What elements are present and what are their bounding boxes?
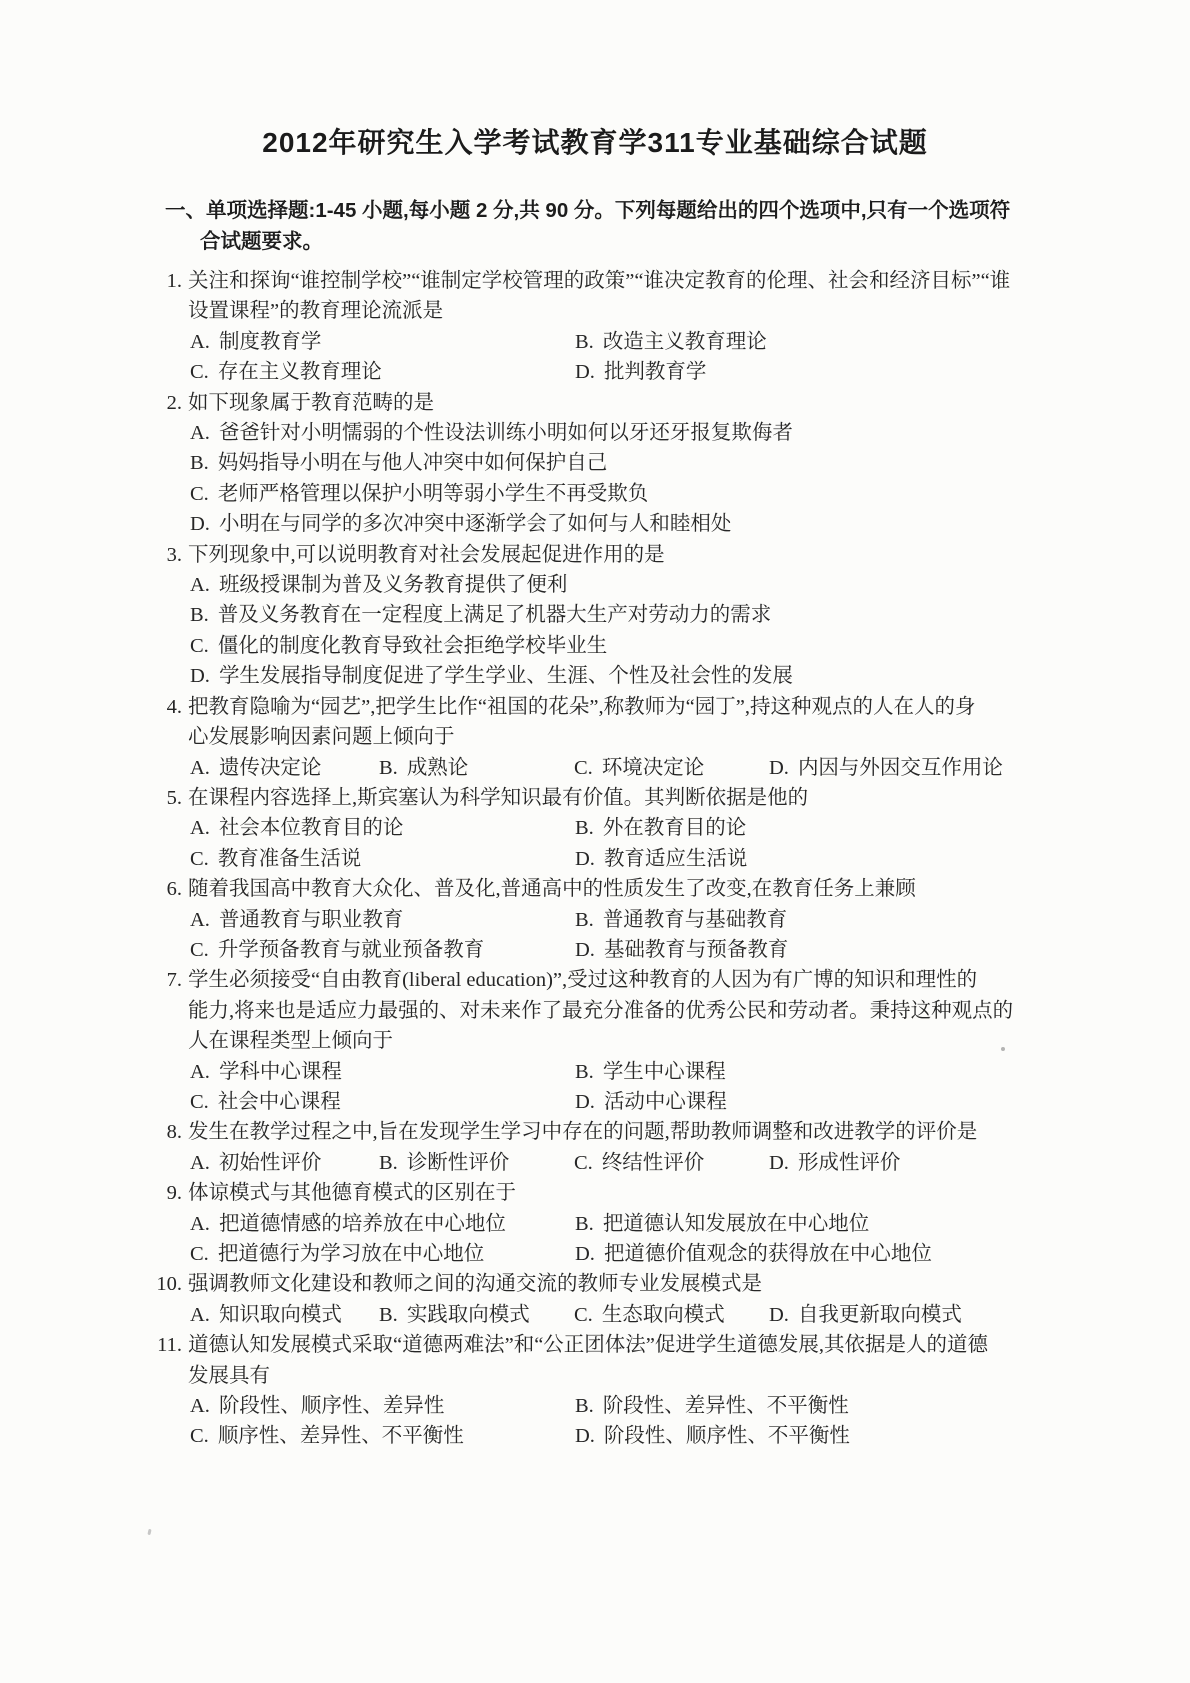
option-label: B. — [575, 817, 594, 840]
option-a — [190, 813, 575, 843]
question-stem-line — [145, 996, 1135, 1026]
question-number: 8. — [166, 1121, 182, 1144]
section-heading-line: 合试题要求。 — [200, 230, 323, 253]
option-label: D. — [190, 665, 210, 688]
option-c — [574, 1300, 769, 1330]
question-8 — [145, 1117, 1135, 1178]
question-number: 1. — [166, 270, 182, 292]
option-d — [575, 1239, 1135, 1269]
options-group — [145, 1391, 1135, 1452]
option-text: 成熟论 — [406, 756, 469, 779]
scan-speck — [1001, 1047, 1005, 1051]
option-c — [574, 753, 769, 783]
option-c — [190, 935, 575, 965]
question-stem-text: 学生必须接受“自由教育(liberal education)”,受过这种教育的人因为有广博的知识和理性的 — [188, 969, 978, 992]
question-1 — [145, 266, 1135, 388]
option-label: A. — [190, 756, 210, 779]
option-text: 把道德认知发展放在中心地位 — [602, 1212, 870, 1235]
option-label: A. — [190, 817, 210, 840]
option-label: C. — [574, 1303, 593, 1326]
option-b — [190, 448, 1135, 478]
option-a — [190, 1057, 575, 1087]
option-label: C. — [190, 847, 209, 870]
option-text: 把道德行为学习放在中心地位 — [217, 1243, 485, 1265]
question-number: 10. — [156, 1273, 182, 1296]
option-text: 小明在与同学的多次冲突中逐渐学会了如何与人和睦相处 — [218, 513, 732, 536]
option-text: 知识取向模式 — [218, 1303, 342, 1326]
option-text: 妈妈指导小明在与他人冲突中如何保护自己 — [217, 452, 608, 475]
option-label: C. — [190, 938, 209, 961]
option-text: 学科中心课程 — [218, 1060, 342, 1083]
option-d — [575, 844, 1135, 874]
option-label: B. — [379, 756, 398, 779]
question-10 — [145, 1269, 1135, 1330]
option-b — [379, 1300, 574, 1330]
option-c — [190, 357, 575, 387]
question-5 — [145, 783, 1135, 874]
option-label: D. — [575, 847, 595, 870]
question-stem-text: 人在课程类型上倾向于 — [188, 1030, 393, 1053]
question-list — [145, 266, 1135, 1452]
question-stem-text: 道德认知发展模式采取“道德两难法”和“公正团体法”促进学生道德发展,其依据是人的道德 — [188, 1334, 989, 1357]
option-b — [379, 1148, 574, 1178]
option-text: 教育准备生活说 — [217, 847, 362, 870]
option-text: 爸爸针对小明懦弱的个性设法训练小明如何以牙还牙报复欺侮者 — [218, 422, 793, 445]
option-label: B. — [575, 330, 594, 353]
question-number: 11. — [157, 1334, 182, 1357]
options-group — [145, 1209, 1135, 1270]
question-stem-line — [145, 266, 1135, 296]
option-d — [575, 1421, 1135, 1451]
option-text: 社会中心课程 — [217, 1090, 341, 1113]
option-label: C. — [190, 361, 209, 384]
option-label: A. — [190, 330, 210, 353]
question-stem-text: 设置课程”的教育理论流派是 — [188, 300, 444, 323]
question-stem-line — [145, 1269, 1135, 1299]
option-d — [190, 661, 1135, 691]
question-stem-text: 如下现象属于教育范畴的是 — [188, 391, 434, 414]
option-label: C. — [190, 482, 209, 505]
question-number: 9. — [166, 1182, 182, 1205]
option-a — [190, 1209, 575, 1239]
option-text: 改造主义教育理论 — [602, 330, 767, 353]
option-label: A. — [190, 1395, 210, 1418]
option-a — [190, 327, 575, 357]
option-b — [575, 905, 1135, 935]
option-text: 老师严格管理以保护小明等弱小学生不再受欺负 — [217, 482, 649, 505]
option-text: 诊断性评价 — [406, 1151, 510, 1174]
question-stem-text: 关注和探询“谁控制学校”“谁制定学校管理的政策”“谁决定教育的伦理、社会和经济目标”“谁 — [188, 270, 1011, 292]
option-label: D. — [769, 1303, 789, 1326]
option-text: 普通教育与基础教育 — [602, 908, 788, 931]
option-label: B. — [575, 908, 594, 931]
question-stem-line — [145, 692, 1135, 722]
question-stem-line — [145, 388, 1135, 418]
option-label: D. — [575, 1090, 595, 1113]
option-text: 班级授课制为普及义务教育提供了便利 — [218, 574, 568, 597]
option-d — [575, 935, 1135, 965]
options-group — [145, 905, 1135, 966]
option-label: B. — [190, 452, 209, 475]
option-label: D. — [769, 756, 789, 779]
option-text: 升学预备教育与就业预备教育 — [217, 938, 485, 961]
option-label: B. — [575, 1212, 594, 1235]
option-label: C. — [574, 1151, 593, 1174]
option-text: 把道德价值观念的获得放在中心地位 — [603, 1243, 932, 1265]
question-number: 2. — [166, 391, 182, 414]
option-text: 基础教育与预备教育 — [603, 938, 789, 961]
option-label: A. — [190, 1151, 210, 1174]
option-b — [575, 1057, 1135, 1087]
option-c — [574, 1148, 769, 1178]
option-label: B. — [575, 1060, 594, 1083]
question-stem-line — [145, 783, 1135, 813]
question-6 — [145, 874, 1135, 965]
option-text: 顺序性、差异性、不平衡性 — [217, 1425, 464, 1448]
option-a — [190, 753, 379, 783]
question-stem-text: 随着我国高中教育大众化、普及化,普通高中的性质发生了改变,在教育任务上兼顾 — [188, 878, 916, 901]
question-number: 5. — [166, 786, 182, 809]
question-stem-line — [145, 296, 1135, 326]
option-text: 僵化的制度化教育导致社会拒绝学校毕业生 — [217, 634, 608, 657]
option-label: A. — [190, 1303, 210, 1326]
option-label: C. — [190, 1090, 209, 1113]
option-d — [575, 1087, 1135, 1117]
option-label: B. — [379, 1151, 398, 1174]
option-label: A. — [190, 1212, 210, 1235]
question-9 — [145, 1178, 1135, 1269]
option-text: 环境决定论 — [601, 756, 705, 779]
option-text: 学生发展指导制度促进了学生学业、生涯、个性及社会性的发展 — [218, 665, 793, 688]
question-stem-line — [145, 1178, 1135, 1208]
question-stem-line — [145, 1117, 1135, 1147]
option-b — [575, 1391, 1135, 1421]
question-4 — [145, 692, 1135, 783]
question-stem-text: 心发展影响因素问题上倾向于 — [188, 726, 455, 749]
question-stem-text: 发展具有 — [188, 1364, 270, 1387]
option-text: 自我更新取向模式 — [797, 1303, 962, 1326]
section-heading-line: 一、单项选择题:1-45 小题,每小题 2 分,共 90 分。下列每题给出的四个选项中,只有一个选项符 — [165, 199, 1011, 222]
option-text: 制度教育学 — [218, 330, 322, 353]
option-label: B. — [190, 604, 209, 627]
option-label: A. — [190, 422, 210, 445]
options-group — [145, 570, 1135, 692]
option-label: C. — [190, 1425, 209, 1448]
question-stem-line — [145, 722, 1135, 752]
option-label: B. — [379, 1303, 398, 1326]
option-d — [769, 1300, 1135, 1330]
option-d — [769, 753, 1135, 783]
options-group — [145, 753, 1135, 783]
option-text: 遗传决定论 — [218, 756, 322, 779]
option-c — [190, 1421, 575, 1451]
option-a — [190, 418, 1135, 448]
option-b — [575, 327, 1135, 357]
question-2 — [145, 388, 1135, 540]
option-text: 把道德情感的培养放在中心地位 — [218, 1212, 506, 1235]
option-text: 普通教育与职业教育 — [218, 908, 404, 931]
option-label: A. — [190, 574, 210, 597]
option-text: 学生中心课程 — [602, 1060, 726, 1083]
question-number: 6. — [166, 878, 182, 901]
option-c — [190, 1087, 575, 1117]
option-label: D. — [769, 1151, 789, 1174]
option-label: C. — [190, 634, 209, 657]
question-stem-line — [145, 540, 1135, 570]
question-number: 3. — [166, 543, 182, 566]
question-11 — [145, 1330, 1135, 1452]
option-label: C. — [574, 756, 593, 779]
question-number: 4. — [166, 695, 182, 718]
options-group — [145, 813, 1135, 874]
option-a — [190, 570, 1135, 600]
option-a — [190, 1391, 575, 1421]
option-a — [190, 1300, 379, 1330]
option-label: D. — [575, 361, 595, 384]
option-text: 活动中心课程 — [603, 1090, 727, 1113]
question-stem-line — [145, 1026, 1135, 1056]
option-c — [190, 844, 575, 874]
option-label: B. — [575, 1395, 594, 1418]
question-stem-text: 强调教师文化建设和教师之间的沟通交流的教师专业发展模式是 — [188, 1273, 762, 1296]
option-text: 阶段性、顺序性、差异性 — [218, 1395, 445, 1418]
option-label: A. — [190, 908, 210, 931]
question-stem-text: 在课程内容选择上,斯宾塞认为科学知识最有价值。其判断依据是他的 — [188, 786, 809, 809]
question-stem-line — [145, 1361, 1135, 1391]
question-3 — [145, 540, 1135, 692]
option-text: 终结性评价 — [601, 1151, 705, 1174]
options-group — [145, 1300, 1135, 1330]
option-text: 实践取向模式 — [406, 1303, 530, 1326]
option-label: D. — [575, 1425, 595, 1448]
option-b — [575, 1209, 1135, 1239]
option-d — [769, 1148, 1135, 1178]
question-stem-line — [145, 874, 1135, 904]
option-c — [190, 631, 1135, 661]
option-a — [190, 1148, 379, 1178]
option-text: 阶段性、顺序性、不平衡性 — [603, 1425, 850, 1448]
option-a — [190, 905, 575, 935]
option-text: 存在主义教育理论 — [217, 361, 382, 384]
question-stem-text: 下列现象中,可以说明教育对社会发展起促进作用的是 — [188, 543, 665, 566]
options-group — [145, 327, 1135, 388]
option-d — [575, 357, 1135, 387]
scan-speck — [147, 1529, 151, 1535]
options-group — [145, 1057, 1135, 1118]
question-stem-text: 把教育隐喻为“园艺”,把学生比作“祖国的花朵”,称教师为“园丁”,持这种观点的人在人的身 — [188, 695, 976, 718]
option-c — [190, 1239, 575, 1269]
option-text: 教育适应生活说 — [603, 847, 748, 870]
option-text: 内因与外因交互作用论 — [797, 756, 1003, 779]
option-label: D. — [575, 938, 595, 961]
option-label: C. — [190, 1243, 209, 1265]
option-text: 外在教育目的论 — [602, 817, 747, 840]
option-label: D. — [575, 1243, 595, 1265]
option-b — [575, 813, 1135, 843]
option-b — [190, 600, 1135, 630]
option-d — [190, 509, 1135, 539]
options-group — [145, 1148, 1135, 1178]
option-text: 初始性评价 — [218, 1151, 322, 1174]
question-stem-line — [145, 1330, 1135, 1360]
question-stem-line — [145, 965, 1135, 995]
option-text: 形成性评价 — [797, 1151, 901, 1174]
page-title: 2012年研究生入学考试教育学311专业基础综合试题 — [262, 127, 928, 158]
option-text: 普及义务教育在一定程度上满足了机器大生产对劳动力的需求 — [217, 604, 772, 627]
option-label: D. — [190, 513, 210, 536]
option-label: A. — [190, 1060, 210, 1083]
options-group — [145, 418, 1135, 540]
option-text: 批判教育学 — [603, 361, 707, 384]
question-stem-text: 体谅模式与其他德育模式的区别在于 — [188, 1182, 516, 1205]
option-text: 生态取向模式 — [601, 1303, 725, 1326]
question-number: 7. — [166, 969, 182, 992]
option-b — [379, 753, 574, 783]
question-stem-text: 能力,将来也是适应力最强的、对未来作了最充分准备的优秀公民和劳动者。秉持这种观点的 — [188, 999, 1014, 1022]
question-7 — [145, 965, 1135, 1117]
option-text: 社会本位教育目的论 — [218, 817, 404, 840]
option-text: 阶段性、差异性、不平衡性 — [602, 1395, 849, 1418]
option-c — [190, 479, 1135, 509]
question-stem-text: 发生在教学过程之中,旨在发现学生学习中存在的问题,帮助教师调整和改进教学的评价是 — [188, 1121, 978, 1144]
section-heading — [165, 195, 1135, 257]
